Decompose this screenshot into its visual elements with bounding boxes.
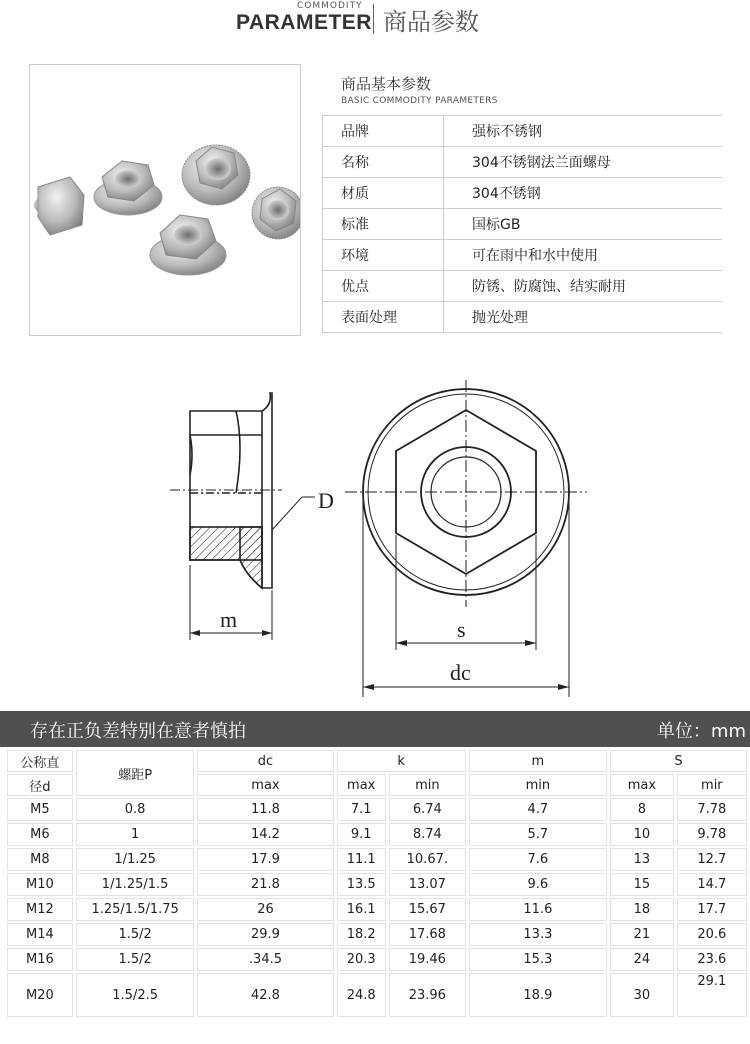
- cell-dc: 17.9: [197, 848, 333, 871]
- params-subtitle: BASIC COMMODITY PARAMETERS: [341, 96, 498, 106]
- cell-size: M10: [7, 873, 73, 896]
- cell-size: M20: [7, 973, 73, 1017]
- label-dc: dc: [450, 660, 471, 685]
- table-row: [7, 898, 747, 921]
- cell-smin: 23.6: [677, 948, 747, 971]
- param-key: 名称: [323, 147, 444, 178]
- table-row: [7, 873, 747, 896]
- param-value: 国标GB: [444, 209, 723, 240]
- h-m: m: [469, 750, 607, 772]
- product-photo: [29, 64, 301, 336]
- cell-kmax: 13.5: [337, 873, 386, 896]
- param-value: 抛光处理: [444, 302, 723, 333]
- param-key: 表面处理: [323, 302, 444, 333]
- cell-m: 4.7: [469, 798, 607, 821]
- params-row: [323, 116, 723, 147]
- params-row: [323, 147, 723, 178]
- param-value: 强标不锈钢: [444, 116, 723, 147]
- front-view: [345, 380, 587, 697]
- header-divider: [373, 4, 374, 34]
- technical-drawing: [150, 375, 610, 705]
- unit-banner: [0, 711, 750, 747]
- cell-smin: 7.78: [677, 798, 747, 821]
- h-s: S: [610, 750, 747, 772]
- side-view: [170, 393, 315, 640]
- params-title: 商品基本参数: [341, 75, 432, 93]
- cell-size: M16: [7, 948, 73, 971]
- banner-unit: 单位：mm: [656, 721, 746, 742]
- table-row: [7, 948, 747, 971]
- cell-smin: 17.7: [677, 898, 747, 921]
- cell-size: M14: [7, 923, 73, 946]
- cell-kmin: 15.67: [389, 898, 466, 921]
- param-key: 品牌: [323, 116, 444, 147]
- cell-dc: 26: [197, 898, 333, 921]
- params-row: [323, 271, 723, 302]
- h-size-1: 公称直: [7, 750, 73, 772]
- h-dc: dc: [197, 750, 333, 772]
- cell-size: M6: [7, 823, 73, 846]
- label-m: m: [220, 607, 238, 632]
- cell-pitch: 1.5/2: [76, 923, 195, 946]
- page-header: [0, 0, 750, 44]
- params-row: [323, 240, 723, 271]
- cell-pitch: 1/1.25: [76, 848, 195, 871]
- cell-dc: 14.2: [197, 823, 333, 846]
- cell-m: 15.3: [469, 948, 607, 971]
- h-size-2: 径d: [7, 774, 73, 796]
- cell-m: 18.9: [469, 973, 607, 1017]
- header-title-cn: 商品参数: [383, 8, 479, 36]
- params-row: [323, 209, 723, 240]
- cell-pitch: 0.8: [76, 798, 195, 821]
- cell-kmin: 17.68: [389, 923, 466, 946]
- cell-dc: .34.5: [197, 948, 333, 971]
- cell-smax: 30: [610, 973, 674, 1017]
- header-small-label: COMMODITY: [297, 1, 363, 11]
- cell-size: M8: [7, 848, 73, 871]
- cell-kmin: 6.74: [389, 798, 466, 821]
- param-value: 可在雨中和水中使用: [444, 240, 723, 271]
- cell-m: 11.6: [469, 898, 607, 921]
- table-row: [7, 823, 747, 846]
- table-row: [7, 923, 747, 946]
- cell-smax: 10: [610, 823, 674, 846]
- cell-smax: 8: [610, 798, 674, 821]
- param-key: 优点: [323, 271, 444, 302]
- cell-pitch: 1.5/2.5: [76, 973, 195, 1017]
- cell-smin: 29.1: [677, 973, 747, 1017]
- cell-pitch: 1.25/1.5/1.75: [76, 898, 195, 921]
- label-d: D: [318, 488, 334, 513]
- params-row: [323, 302, 723, 333]
- cell-smin: 20.6: [677, 923, 747, 946]
- table-row: [7, 973, 747, 1017]
- header-title-en: PARAMETER: [236, 11, 372, 34]
- cell-kmax: 18.2: [337, 923, 386, 946]
- h-k: k: [337, 750, 466, 772]
- params-table: [322, 115, 722, 333]
- cell-kmax: 9.1: [337, 823, 386, 846]
- cell-size: M5: [7, 798, 73, 821]
- h-m-sub: min: [469, 774, 607, 796]
- param-key: 材质: [323, 178, 444, 209]
- cell-kmin: 19.46: [389, 948, 466, 971]
- h-s-min: mir: [677, 774, 747, 796]
- h-k-min: min: [389, 774, 466, 796]
- cell-smax: 13: [610, 848, 674, 871]
- h-s-max: max: [610, 774, 674, 796]
- cell-dc: 21.8: [197, 873, 333, 896]
- cell-smin: 9.78: [677, 823, 747, 846]
- params-row: [323, 178, 723, 209]
- cell-kmax: 20.3: [337, 948, 386, 971]
- spec-table: [4, 748, 750, 1019]
- cell-smax: 15: [610, 873, 674, 896]
- param-key: 环境: [323, 240, 444, 271]
- cell-m: 7.6: [469, 848, 607, 871]
- cell-kmin: 10.67.: [389, 848, 466, 871]
- cell-pitch: 1/1.25/1.5: [76, 873, 195, 896]
- cell-size: M12: [7, 898, 73, 921]
- cell-m: 13.3: [469, 923, 607, 946]
- h-dc-sub: max: [197, 774, 333, 796]
- cell-kmax: 11.1: [337, 848, 386, 871]
- cell-kmin: 23.96: [389, 973, 466, 1017]
- flange-nuts-image: [30, 65, 300, 335]
- cell-dc: 11.8: [197, 798, 333, 821]
- cell-m: 9.6: [469, 873, 607, 896]
- h-pitch: 螺距P: [76, 750, 195, 796]
- param-key: 标准: [323, 209, 444, 240]
- cell-kmin: 13.07: [389, 873, 466, 896]
- param-value: 防锈、防腐蚀、结实耐用: [444, 271, 723, 302]
- cell-kmax: 7.1: [337, 798, 386, 821]
- cell-smax: 21: [610, 923, 674, 946]
- nut-dimension-drawing: [150, 375, 610, 705]
- cell-smax: 18: [610, 898, 674, 921]
- cell-smin: 12.7: [677, 848, 747, 871]
- h-k-max: max: [337, 774, 386, 796]
- cell-dc: 42.8: [197, 973, 333, 1017]
- param-value: 304不锈钢法兰面螺母: [444, 147, 723, 178]
- spec-header-row: [7, 750, 747, 772]
- cell-kmax: 24.8: [337, 973, 386, 1017]
- cell-m: 5.7: [469, 823, 607, 846]
- cell-smin: 14.7: [677, 873, 747, 896]
- cell-kmax: 16.1: [337, 898, 386, 921]
- cell-pitch: 1: [76, 823, 195, 846]
- table-row: [7, 798, 747, 821]
- cell-smax: 24: [610, 948, 674, 971]
- cell-dc: 29.9: [197, 923, 333, 946]
- cell-kmin: 8.74: [389, 823, 466, 846]
- banner-note: 存在正负差特别在意者慎拍: [30, 721, 246, 742]
- param-value: 304不锈钢: [444, 178, 723, 209]
- table-row: [7, 848, 747, 871]
- cell-pitch: 1.5/2: [76, 948, 195, 971]
- label-s: s: [457, 617, 466, 642]
